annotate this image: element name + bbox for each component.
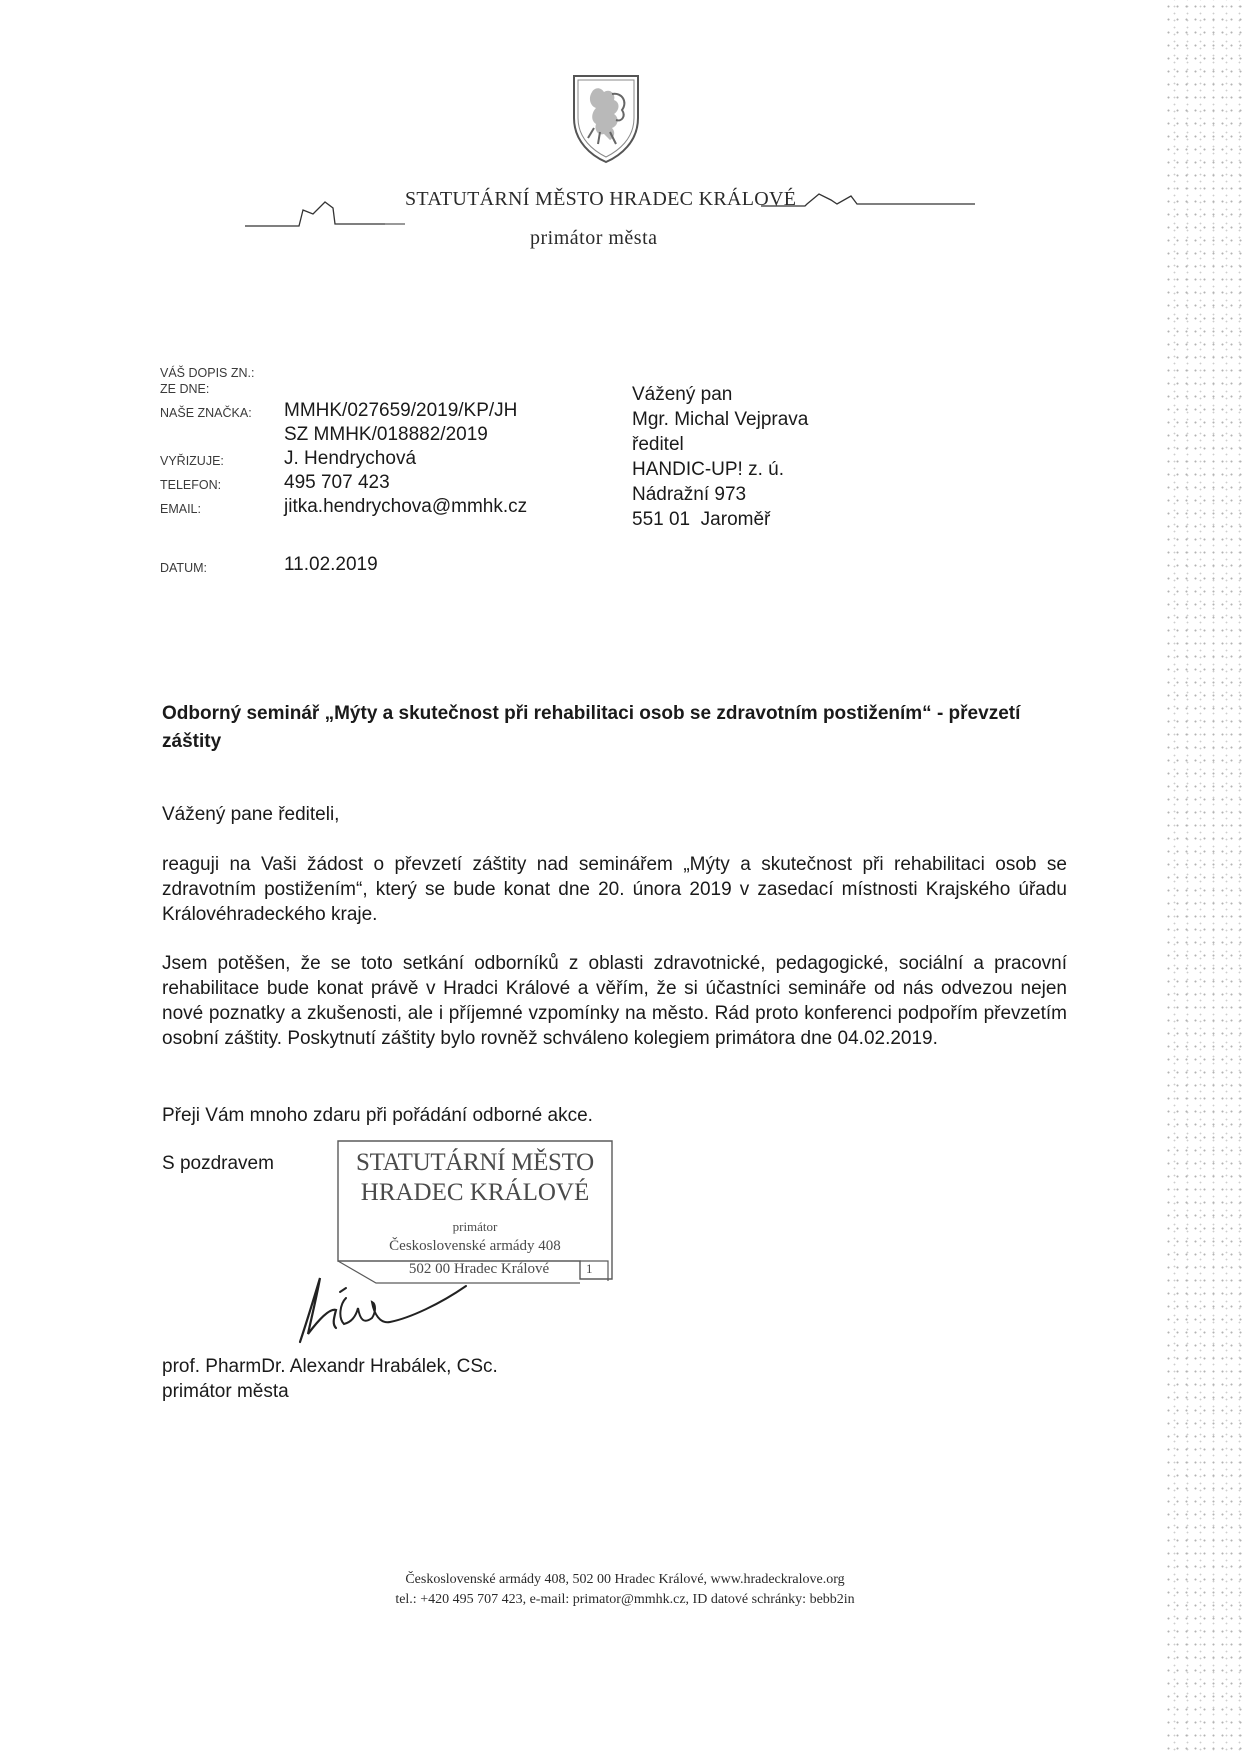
letter-subject: Odborný seminář „Mýty a skutečnost při rehabilitaci osob se zdravotním postižením“ - převzetí záštity bbox=[162, 703, 1021, 752]
body-paragraph-3: Přeji Vám mnoho zdaru při pořádání odborné akce. bbox=[162, 1105, 593, 1126]
ze-dne-label: ZE DNE: bbox=[160, 382, 210, 396]
ref-row-nase-znacka bbox=[160, 400, 600, 424]
vas-dopis-label: VÁŠ DOPIS ZN.: bbox=[160, 366, 255, 380]
recipient-street: Nádražní 973 bbox=[632, 484, 747, 505]
official-stamp bbox=[336, 1137, 614, 1287]
ref-row-sz bbox=[160, 424, 600, 448]
stamp-line-1: STATUTÁRNÍ MĚSTO bbox=[356, 1149, 594, 1176]
datum-value: 11.02.2019 bbox=[284, 554, 378, 575]
vyrizuje-label: VYŘIZUJE: bbox=[160, 454, 224, 468]
closing: S pozdravem bbox=[162, 1153, 274, 1174]
datum-label: DATUM: bbox=[160, 561, 207, 575]
nase-znacka-value: MMHK/027659/2019/KP/JH bbox=[284, 400, 518, 421]
ref-row-vas-dopis bbox=[160, 366, 600, 382]
letter-footer bbox=[240, 1570, 1010, 1610]
email-label: EMAIL: bbox=[160, 502, 201, 516]
telefon-value: 495 707 423 bbox=[284, 472, 390, 493]
salutation: Vážený pane řediteli, bbox=[162, 804, 340, 825]
stamp-number: 1 bbox=[586, 1261, 593, 1276]
ref-row-email bbox=[160, 496, 600, 520]
recipient-name: Mgr. Michal Vejprava bbox=[632, 409, 809, 430]
footer-contact-line: tel.: +420 495 707 423, e-mail: primator@mmhk.cz, ID datové schránky: bebb2in bbox=[395, 1592, 855, 1607]
reference-block bbox=[160, 366, 600, 520]
body-paragraph-1: reaguji na Vaši žádost o převzetí záštity nad seminářem „Mýty a skutečnost při rehabilitaci osob se zdravotním postižením“, který se bude konat dne 20. února 2019 v zasedací místnosti Krajského úřadu Královéhradeckého kraje. bbox=[162, 854, 1067, 925]
recipient-organization: HANDIC-UP! z. ú. bbox=[632, 459, 785, 480]
stamp-line-4: Československé armády 408 bbox=[389, 1238, 561, 1254]
ref-row-telefon bbox=[160, 472, 600, 496]
recipient-city: 551 01 Jaroměř bbox=[632, 509, 771, 530]
ref-row-ze-dne bbox=[160, 382, 600, 400]
ref-row-datum bbox=[160, 554, 600, 580]
handwritten-signature bbox=[280, 1268, 470, 1348]
signatory-name: prof. PharmDr. Alexandr Hrabálek, CSc. bbox=[162, 1356, 498, 1377]
email-value: jitka.hendrychova@mmhk.cz bbox=[284, 496, 528, 517]
footer-address-line: Československé armády 408, 502 00 Hradec Králové, www.hradeckralove.org bbox=[405, 1572, 845, 1587]
sz-value: SZ MMHK/018882/2019 bbox=[284, 424, 488, 445]
stamp-line-2: HRADEC KRÁLOVÉ bbox=[360, 1179, 590, 1206]
letterhead-city-title: STATUTÁRNÍ MĚSTO HRADEC KRÁLOVÉ bbox=[405, 188, 797, 210]
stamp-line-3: primátor bbox=[452, 1219, 498, 1234]
telefon-label: TELEFON: bbox=[160, 478, 222, 492]
signatory-block bbox=[162, 1354, 498, 1404]
signatory-title: primátor města bbox=[162, 1381, 289, 1402]
scan-noise-edge bbox=[1164, 0, 1242, 1754]
body-paragraph-2: Jsem potěšen, že se toto setkání odborníků z oblasti zdravotnické, pedagogické, sociální a pracovní rehabilitace bude konat právě v Hradci Králové a věřím, že si účastníci semináře od nás odvezou nejen nové poznatky a zkušenosti, ale i příjemné vzpomínky na město. Rád proto konferenci podpořím převzetím osobní záštity. Poskytnutí záštity bylo rovněž schváleno kolegiem primátora dne 04.02.2019. bbox=[162, 953, 1067, 1049]
coat-of-arms-icon bbox=[570, 72, 642, 164]
stamp-line-5: 502 00 Hradec Králové bbox=[408, 1261, 550, 1277]
ref-row-vyrizuje bbox=[160, 448, 600, 472]
letterhead-office-subtitle: primátor města bbox=[530, 227, 658, 249]
nase-znacka-label: NAŠE ZNAČKA: bbox=[160, 406, 252, 420]
vyrizuje-value: J. Hendrychová bbox=[284, 448, 417, 469]
recipient-role: ředitel bbox=[632, 434, 684, 455]
recipient-greeting: Vážený pan bbox=[632, 384, 733, 405]
recipient-address bbox=[632, 382, 808, 532]
